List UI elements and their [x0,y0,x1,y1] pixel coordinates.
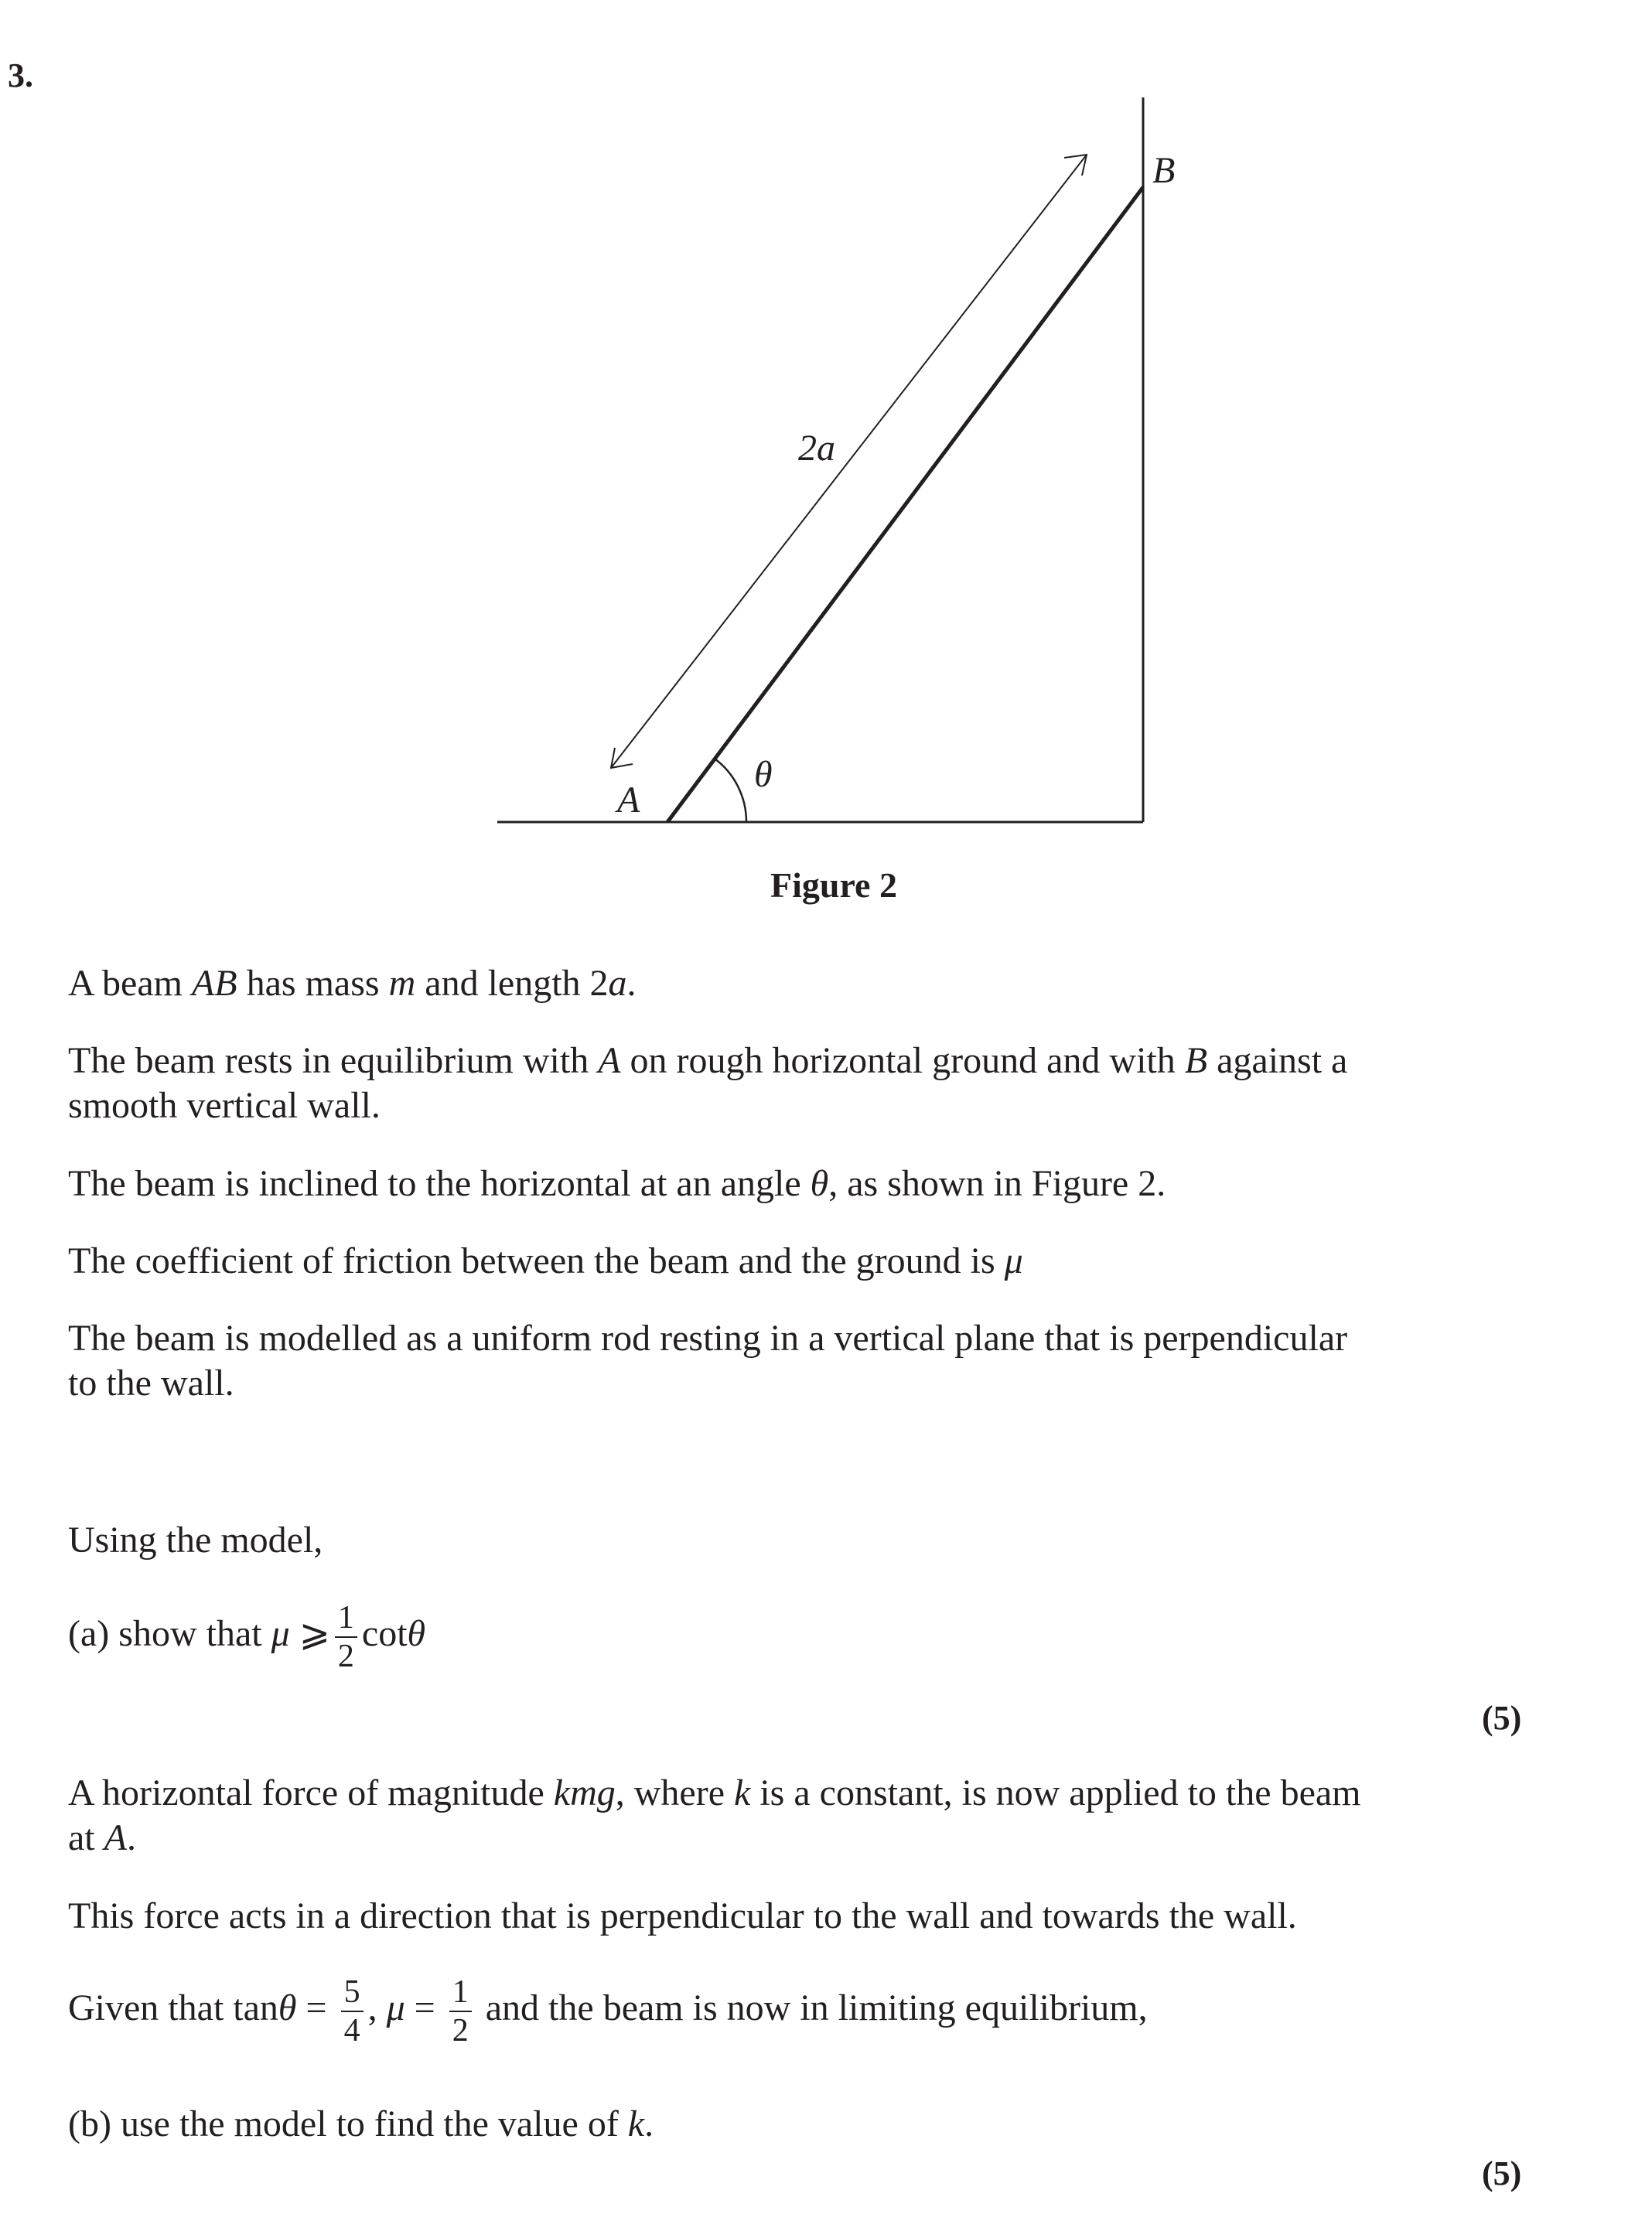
label-theta: θ [754,754,773,795]
length-arrow-line [611,155,1087,768]
beam-ab [667,187,1143,822]
fraction-five-quarters: $\frac{5}{4}$ [341,1973,364,2049]
paragraph-force-direction: This force acts in a direction that is perpendicular to the wall and towards the wall. [68,1895,1297,1936]
angle-arc [715,759,746,822]
paragraph-inclined: The beam is inclined to the horizontal at an angle θ, as shown in Figure 2. [68,1163,1166,1204]
paragraph-using-model: Using the model, [68,1520,323,1561]
figure-caption: Figure 2 [770,865,897,905]
figure-2-diagram [0,0,1652,851]
label-a: A [617,779,640,820]
label-b: B [1152,150,1176,191]
label-2a: 2a [798,428,835,469]
paragraph-beam: A beam AB has mass m and length 2a. [68,963,637,1004]
question-number: 3. [8,56,33,94]
marks-a: (5) [1482,1699,1522,1737]
part-a: (a) show that μ ⩾ $\frac{1}{2}$ cotθ [68,1600,426,1674]
part-b: (b) use the model to find the value of k. [68,2103,654,2144]
marks-b: (5) [1482,2154,1522,2192]
paragraph-model: The beam is modelled as a uniform rod resting in a vertical plane that is perpendicular to the wall. [68,1318,1348,1404]
paragraph-friction: The coefficient of friction between the beam and the ground is μ [68,1240,1023,1281]
paragraph-horizontal-force: A horizontal force of magnitude kmg, where k is a constant, is now applied to the beam at A. [68,1772,1361,1858]
fraction-half-mu: $\frac{1}{2}$ [449,1973,472,2049]
paragraph-given: Given that tanθ = $\frac{5}{4}$ , μ = $\frac{1}{2}$ and the beam is now in limiting equilibrium, [68,1974,1148,2048]
fraction-half: $\frac{1}{2}$ [335,1599,357,1675]
paragraph-equilibrium: The beam rests in equilibrium with A on rough horizontal ground and with B against a smooth vertical wall. [68,1040,1348,1126]
